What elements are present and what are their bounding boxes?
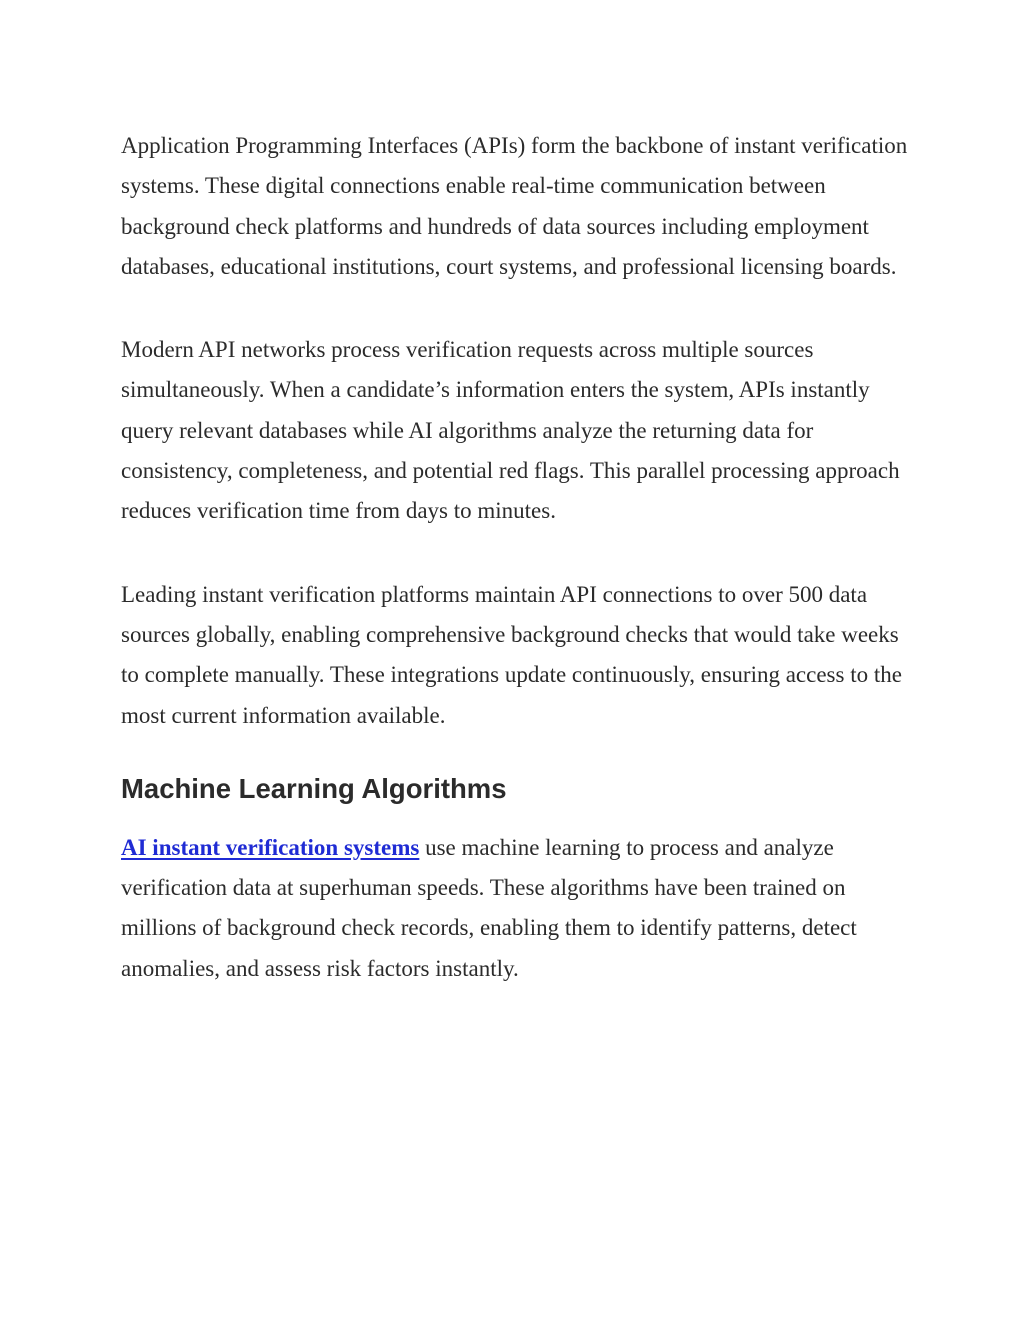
paragraph-api-networks: Modern API networks process verification requests across multiple sources simultaneously. When a candidate’s information enters the system, APIs instantly query relevant databases while AI algorithms analyze the returning data for consistency, completeness, and potential red flags. This parallel processing approach reduces verification time from days to minutes. — [121, 337, 900, 524]
paragraph-apis-backbone: Application Programming Interfaces (APIs) form the backbone of instant verification systems. These digital connections enable real-time communication between background check platforms and hundreds of data sources including employment databases, educational institutions, court systems, and professional licensing boards. — [121, 133, 908, 279]
article-content — [121, 126, 911, 989]
paragraph-machine-learning-text: use machine learning to process and analyze verification data at superhuman speeds. These algorithms have been trained on millions of background check records, enabling them to identify patterns, detect anomalies, and assess risk factors instantly. — [121, 834, 857, 981]
paragraph-leading-platforms: Leading instant verification platforms maintain API connections to over 500 data sources globally, enabling comprehensive background checks that would take weeks to complete manually. These integrations update continuously, ensuring access to the most current information available. — [121, 581, 902, 728]
ai-verification-link[interactable]: AI instant verification systems — [121, 834, 420, 860]
paragraph-machine-learning — [121, 828, 911, 989]
section-heading: Machine Learning Algorithms — [121, 772, 507, 804]
